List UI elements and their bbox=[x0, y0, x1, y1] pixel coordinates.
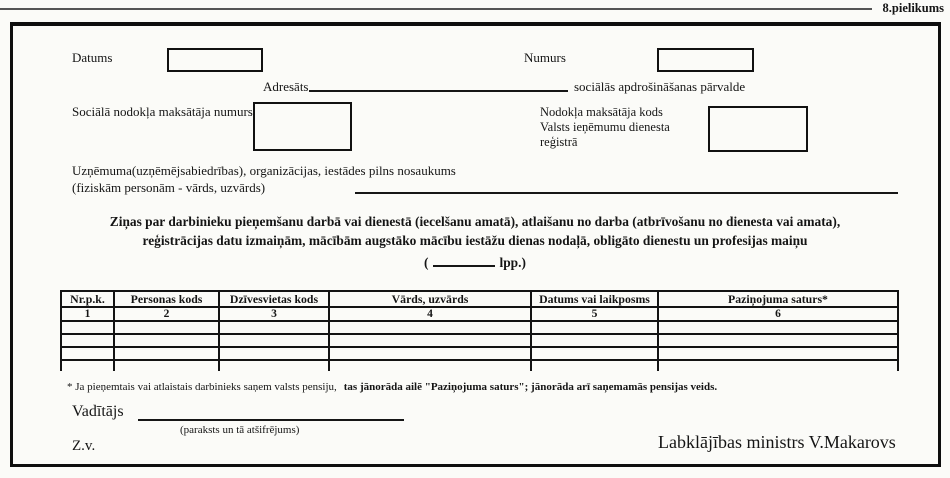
table-empty-row bbox=[61, 321, 898, 334]
taxpayer-code-label-line2: Valsts ieņēmumu dienesta bbox=[540, 120, 670, 134]
form-title-line1: Ziņas par darbinieku pieņemšanu darbā vai dienestā (iecelšanu amatā), atlaišanu no darba (atbrīvošanu no dienesta vai amata), bbox=[109, 214, 841, 229]
table-cell-empty bbox=[658, 334, 898, 347]
col-number-1: 1 bbox=[61, 307, 114, 321]
table-cell-empty bbox=[114, 360, 219, 371]
table-cell-empty bbox=[329, 321, 531, 334]
table-header-row bbox=[61, 291, 898, 307]
page-top-edge-line bbox=[0, 8, 872, 10]
page-count-suffix: lpp.) bbox=[499, 255, 526, 270]
table-cell-empty bbox=[114, 347, 219, 360]
table-cell-empty bbox=[61, 347, 114, 360]
col-header-personas-kods: Personas kods bbox=[114, 291, 219, 307]
footnote bbox=[67, 381, 897, 393]
table-empty-row bbox=[61, 347, 898, 360]
vaditajs-label: Vadītājs bbox=[72, 403, 124, 420]
adresats-label: Adresāts bbox=[263, 79, 309, 94]
table-cell-empty bbox=[658, 347, 898, 360]
col-number-6: 6 bbox=[658, 307, 898, 321]
numurs-input-box bbox=[657, 48, 754, 72]
table-cell-empty bbox=[61, 334, 114, 347]
table-cell-empty bbox=[219, 347, 329, 360]
form-title bbox=[45, 212, 905, 272]
col-header-nrpk: Nr.p.k. bbox=[61, 291, 114, 307]
employees-table bbox=[60, 290, 899, 371]
table-cell-empty bbox=[531, 321, 658, 334]
col-number-3: 3 bbox=[219, 307, 329, 321]
social-tax-number-label: Sociālā nodokļa maksātāja numurs bbox=[72, 104, 253, 119]
taxpayer-code-label-line3: reģistrā bbox=[540, 135, 578, 149]
page-count-prefix: ( bbox=[424, 255, 429, 270]
table-cell-empty bbox=[219, 334, 329, 347]
natural-person-label: (fiziskām personām - vārds, uzvārds) bbox=[72, 180, 266, 195]
table-cell-empty bbox=[329, 360, 531, 371]
signature-hint-label: (paraksts un tā atšifrējums) bbox=[180, 424, 300, 436]
table-cell-empty bbox=[531, 360, 658, 371]
minister-label: Labklājības ministrs V.Makarovs bbox=[658, 432, 896, 452]
adresats-blank-line bbox=[309, 90, 568, 92]
col-number-4: 4 bbox=[329, 307, 531, 321]
social-tax-number-box bbox=[253, 102, 352, 151]
natural-person-blank-line bbox=[355, 192, 898, 194]
signature-blank-line bbox=[138, 419, 404, 421]
footnote-bold-text: tas jānorāda ailē "Paziņojuma saturs"; jānorāda arī saņemamās pensijas veids. bbox=[343, 381, 718, 393]
col-number-5: 5 bbox=[531, 307, 658, 321]
table-cell-empty bbox=[329, 347, 531, 360]
col-header-pazinojuma-saturs: Paziņojuma saturs* bbox=[658, 291, 898, 307]
col-header-datums-laikposms: Datums vai laikposms bbox=[531, 291, 658, 307]
numurs-label: Numurs bbox=[524, 50, 566, 65]
col-number-2: 2 bbox=[114, 307, 219, 321]
table-cell-empty bbox=[219, 360, 329, 371]
zv-label: Z.v. bbox=[72, 438, 96, 454]
company-name-label: Uzņēmuma(uzņēmējsabiedrības), organizācijas, iestādes pilns nosaukums bbox=[72, 163, 456, 178]
table-cell-empty bbox=[658, 360, 898, 371]
footnote-normal-text: * Ja pieņemtais vai atlaistais darbinieks saņem valsts pensiju, bbox=[67, 381, 337, 393]
form-title-page-line bbox=[45, 253, 905, 272]
table-cell-empty bbox=[114, 321, 219, 334]
annex-label: 8.pielikums bbox=[882, 1, 944, 15]
table-cell-empty bbox=[531, 334, 658, 347]
taxpayer-code-label-line1: Nodokļa maksātāja kods bbox=[540, 105, 663, 119]
table-cell-empty bbox=[531, 347, 658, 360]
table-cell-empty bbox=[114, 334, 219, 347]
table-number-row bbox=[61, 307, 898, 321]
datums-label: Datums bbox=[72, 50, 113, 65]
table-open-row bbox=[61, 360, 898, 371]
page-count-blank-line bbox=[433, 255, 495, 267]
datums-input-box bbox=[167, 48, 263, 72]
table-cell-empty bbox=[219, 321, 329, 334]
form-title-line2: reģistrācijas datu izmaiņām, mācībām augstāko mācību iestāžu dienas nodaļā, obligāto dienestu un profesijas maiņu bbox=[142, 233, 808, 248]
table-empty-row bbox=[61, 334, 898, 347]
table-cell-empty bbox=[329, 334, 531, 347]
table-cell-empty bbox=[61, 321, 114, 334]
taxpayer-code-box bbox=[708, 106, 808, 152]
table-cell-empty bbox=[61, 360, 114, 371]
col-header-vards-uzvards: Vārds, uzvārds bbox=[329, 291, 531, 307]
taxpayer-code-label bbox=[540, 105, 670, 150]
adresats-suffix-label: sociālās apdrošināšanas pārvalde bbox=[574, 79, 746, 94]
table-cell-empty bbox=[658, 321, 898, 334]
col-header-dzivesvietas-kods: Dzīvesvietas kods bbox=[219, 291, 329, 307]
